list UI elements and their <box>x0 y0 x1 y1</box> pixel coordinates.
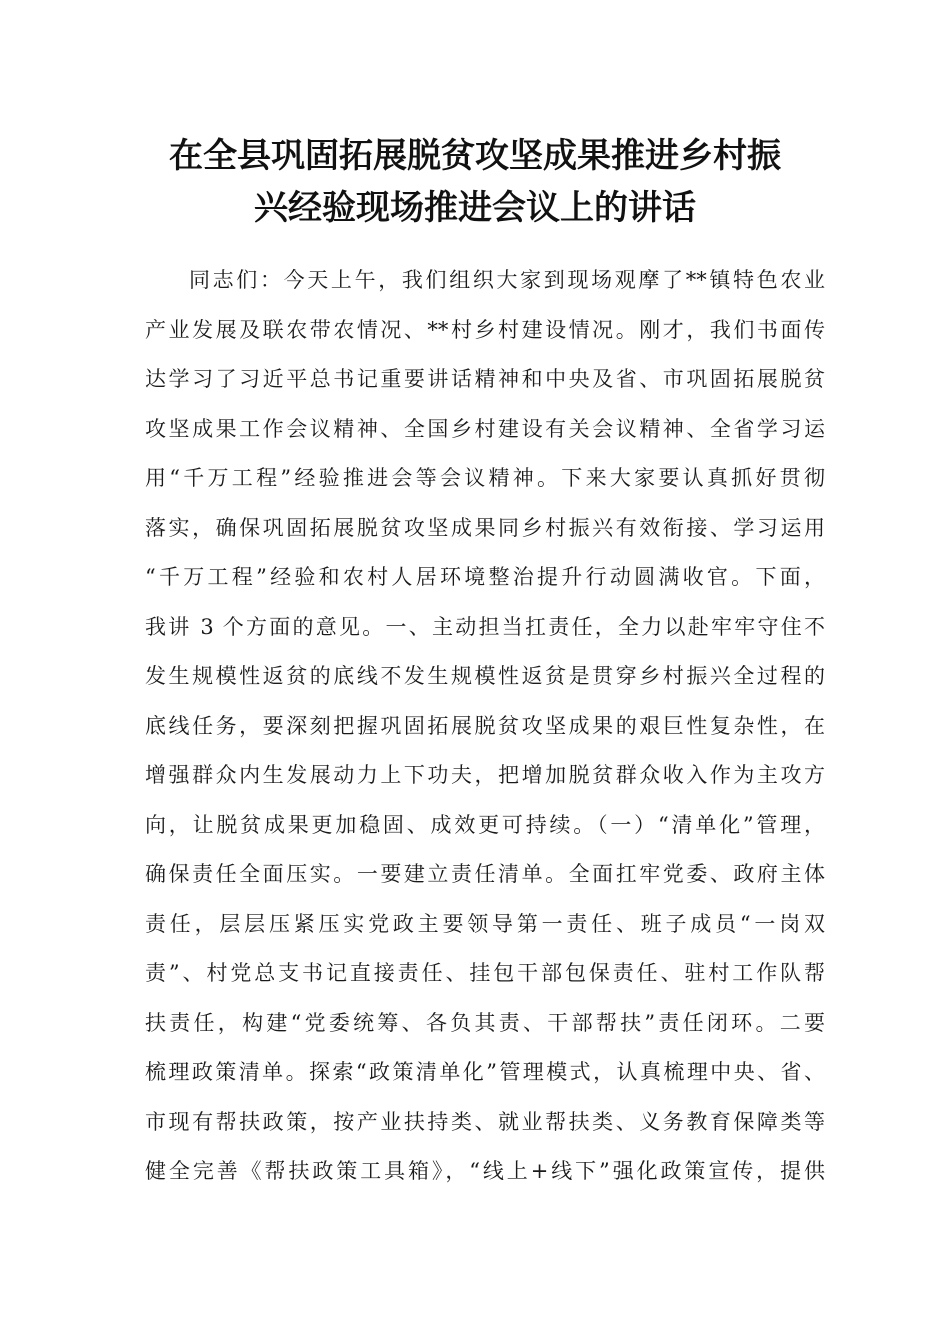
body-line: 落实，确保巩固拓展脱贫攻坚成果同乡村振兴有效衔接、学习运用 <box>145 515 825 540</box>
body-line: “千万工程”经验和农村人居环境整治提升行动圆满收官。下面， <box>145 565 825 589</box>
body-line: 责任，层层压紧压实党政主要领导第一责任、班子成员“一岗双 <box>145 911 825 936</box>
body-line: 增强群众内生发展动力上下功夫，把增加脱贫群众收入作为主攻方 <box>145 763 825 787</box>
body-line: 发生规模性返贫的底线不发生规模性返贫是贯穿乡村振兴全过程的 <box>145 664 825 688</box>
document-title-line-2: 兴经验现场推进会议上的讲话 <box>254 188 696 228</box>
body-line: 向，让脱贫成果更加稳固、成效更可持续。（一）“清单化”管理， <box>145 812 825 837</box>
body-line: 用“千万工程”经验推进会等会议精神。下来大家要认真抓好贯彻 <box>145 466 825 490</box>
body-line: 扶责任，构建“党委统筹、各负其责、干部帮扶”责任闭环。二要 <box>145 1010 825 1035</box>
document-title-line-1: 在全县巩固拓展脱贫攻坚成果推进乡村振 <box>169 136 781 176</box>
body-line: 攻坚成果工作会议精神、全国乡村建设有关会议精神、全省学习运 <box>145 416 825 441</box>
body-line: 产业发展及联农带农情况、**村乡村建设情况。刚才，我们书面传 <box>145 317 825 342</box>
body-line: 责”、村党总支书记直接责任、挂包干部包保责任、驻村工作队帮 <box>145 961 825 985</box>
body-line: 我讲 3 个方面的意见。一、主动担当扛责任，全力以赴牢牢守住不 <box>145 614 825 639</box>
body-line: 底线任务，要深刻把握巩固拓展脱贫攻坚成果的艰巨性复杂性，在 <box>145 713 825 738</box>
body-line: 达学习了习近平总书记重要讲话精神和中央及省、市巩固拓展脱贫 <box>145 367 825 391</box>
document-body <box>145 256 825 1197</box>
body-line: 市现有帮扶政策，按产业扶持类、就业帮扶类、义务教育保障类等 <box>145 1109 825 1134</box>
body-line: 梳理政策清单。探索“政策清单化”管理模式，认真梳理中央、省、 <box>145 1060 825 1084</box>
body-line: 同志们：今天上午，我们组织大家到现场观摩了**镇特色农业 <box>189 268 825 292</box>
body-line: 确保责任全面压实。一要建立责任清单。全面扛牢党委、政府主体 <box>145 862 825 886</box>
body-line: 健全完善《帮扶政策工具箱》，“线上+线下”强化政策宣传，提供 <box>145 1159 825 1183</box>
